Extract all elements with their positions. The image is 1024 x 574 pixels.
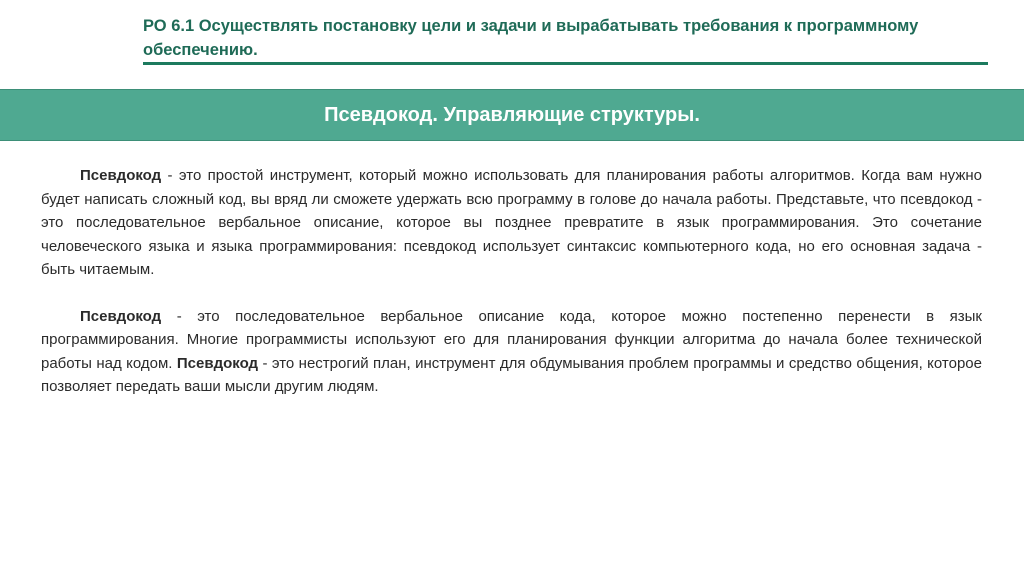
header-divider	[143, 62, 988, 65]
section-banner	[0, 89, 1024, 141]
paragraph-1	[41, 164, 982, 282]
content-body	[41, 164, 982, 422]
section-title: Псевдокод. Управляющие структуры.	[324, 103, 700, 126]
paragraph-1-text: - это простой инструмент, который можно использовать для планирования работы алгоритмов. Когда вам нужно будет написать сложный код, вы вряд ли сможете удержать всю программу в голове до начала работы. Представьте, что псевдокод - это последовательное вербальное описание, которое вы позднее превратите в язык программирования. Это сочетание человеческого языка и языка программирования: псевдокод использует синтаксис компьютерного кода, но его основная задача - быть читаемым.	[41, 167, 982, 278]
paragraph-2	[41, 305, 982, 399]
term-pseudocode: Псевдокод	[80, 167, 162, 184]
page-header-title: РО 6.1 Осуществлять постановку цели и задачи и вырабатывать требования к программному обеспечению.	[143, 17, 919, 59]
paragraph-2-text-2: - это нестрогий план, инструмент для обдумывания проблем программы и средство общения, которое позволяет передать ваши мысли другим людям.	[41, 354, 982, 395]
term-pseudocode-2: Псевдокод	[176, 354, 259, 372]
term-pseudocode: Псевдокод	[80, 307, 162, 325]
paragraph-2-text: - это последовательное вербальное описание кода, которое можно постепенно перенести в язык программирования. Многие программисты используют его для планирования функции алгоритма до начала более технической работы над кодом.	[41, 307, 982, 372]
